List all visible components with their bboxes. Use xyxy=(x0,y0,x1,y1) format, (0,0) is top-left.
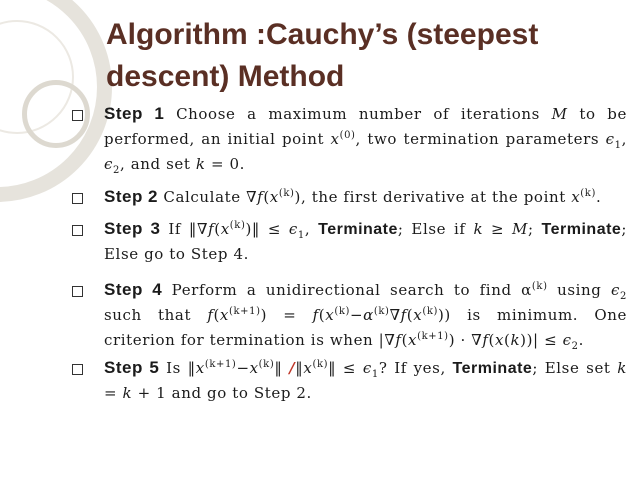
step-4 xyxy=(72,277,627,353)
step-1-text: Step 1 Choose a maximum number of iterations M to be performed, an initial point $x^{(0)}$, two termination parameters $\epsilon_1$, $\epsilon_2$, and set k = 0. xyxy=(104,104,627,176)
bullet-icon xyxy=(72,286,83,297)
bullet-icon xyxy=(72,364,83,375)
step-3 xyxy=(72,216,627,267)
step-3-number: Step 3 xyxy=(104,219,161,238)
step-2-text: Step 2 Calculate $\nabla f(x^{(k)})$, the first derivative at the point $x^{(k)}$. xyxy=(104,187,602,206)
step-4-text: Step 4 Perform a unidirectional search to find $\alpha^{(k)}$ using $\epsilon_2$ such that $f(x^{(k+1)}) = f(x^{(k)}-\alpha^{(k)}\nabla f(x^{(k)}))$ is minimum. One criterion for termination is when $|\nabla f(x^{(k+1)}) \cdot \nabla f(x(k))| \le \epsilon_2$. xyxy=(104,280,628,352)
step-5 xyxy=(72,355,627,406)
step-1-number: Step 1 xyxy=(104,104,165,123)
step-5-text: Step 5 Is $‖x^{(k+1)}-x^{(k)}‖$ $/‖x^{(k)}‖ \le \epsilon_1$? If yes, Terminate; Else set k = k + 1 and go to Step 2. xyxy=(104,358,627,402)
step-4-number: Step 4 xyxy=(104,280,163,299)
bullet-icon xyxy=(72,225,83,236)
step-5-number: Step 5 xyxy=(104,358,160,377)
step-2 xyxy=(72,184,627,210)
step-2-number: Step 2 xyxy=(104,187,159,206)
step-1 xyxy=(72,101,627,177)
slide-title: Algorithm :Cauchy’s (steepest descent) Method xyxy=(106,18,539,93)
step-3-text: Step 3 If $‖\nabla f(x^{(k)})‖ \le \epsilon_1$, Terminate; Else if k ≥ M; Terminate; Else go to Step 4. xyxy=(104,219,627,263)
steps-list xyxy=(72,101,627,406)
bullet-icon xyxy=(72,193,83,204)
bullet-icon xyxy=(72,110,83,121)
